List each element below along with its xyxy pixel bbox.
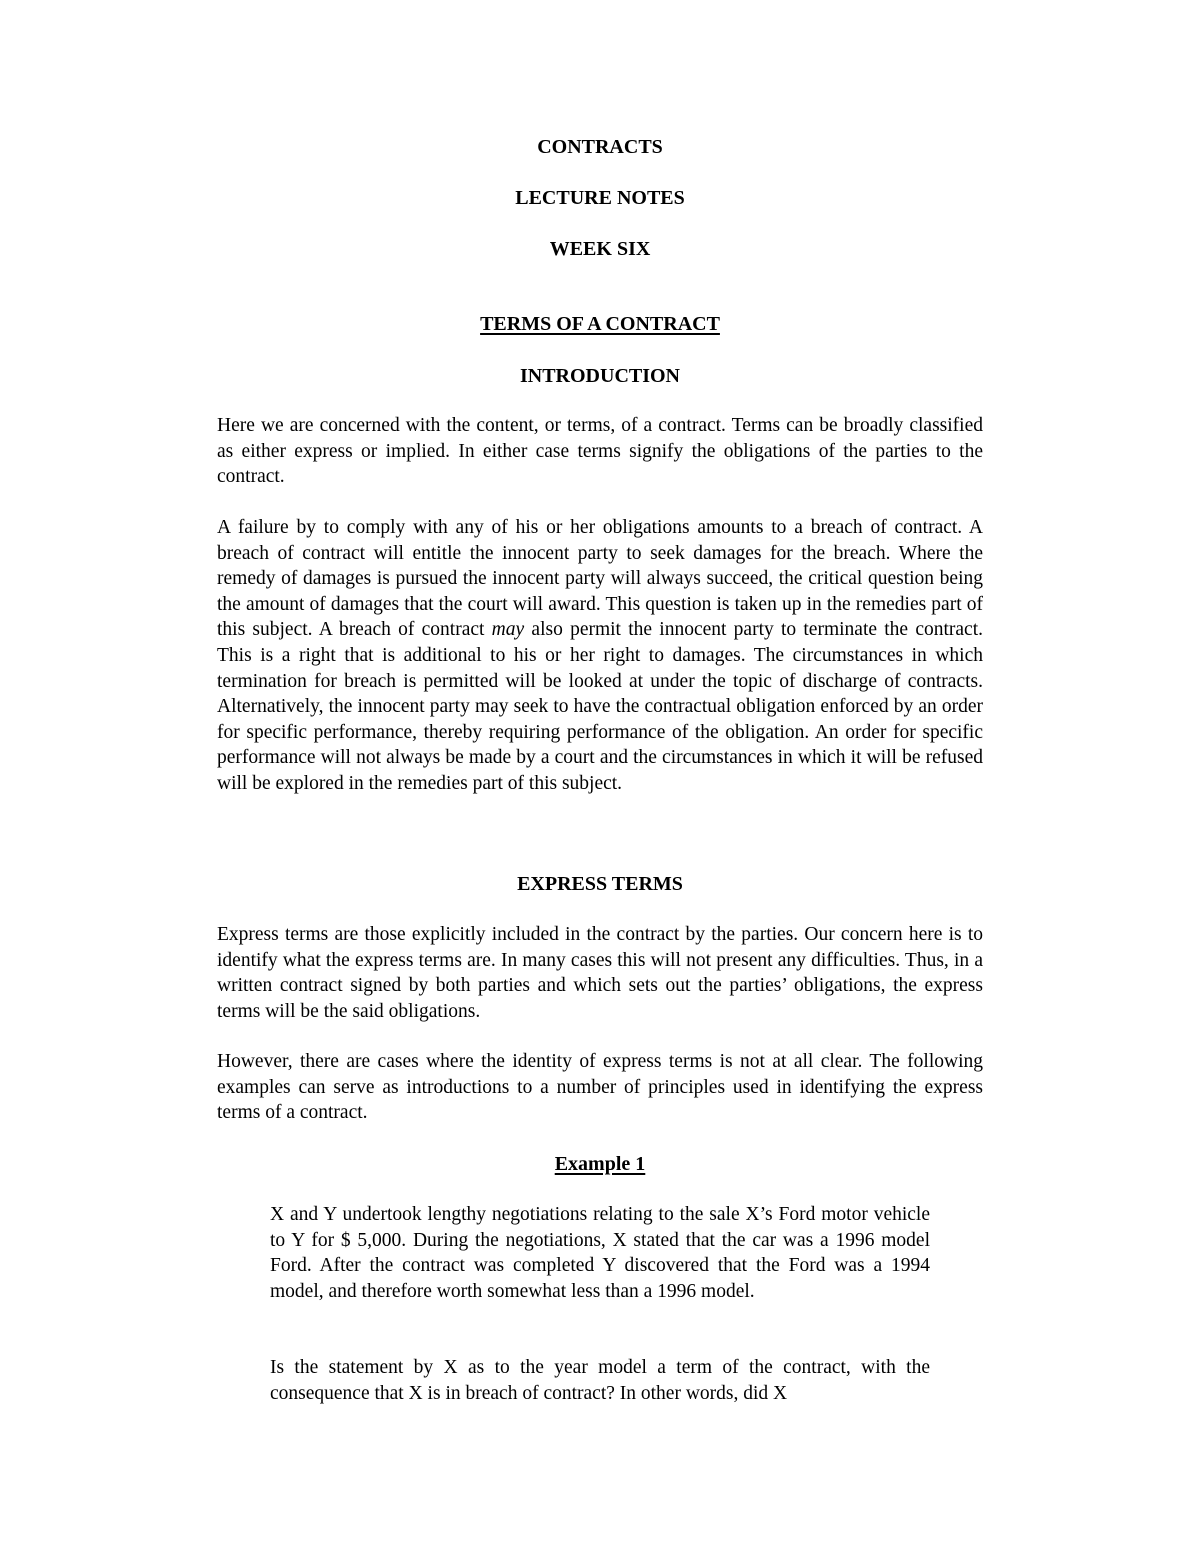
document-title: CONTRACTS xyxy=(537,136,663,158)
example-paragraph-2: Is the statement by X as to the year model a term of the contract, with the consequence that X is in breach of contract? In other words, did X xyxy=(270,1357,930,1404)
example-heading-text: Example 1 xyxy=(554,1153,646,1175)
example-heading xyxy=(0,1152,1200,1176)
section-title-text: TERMS OF A CONTRACT xyxy=(480,313,720,335)
section-title xyxy=(0,312,1200,336)
week-heading: WEEK SIX xyxy=(549,238,651,260)
express-terms-heading: EXPRESS TERMS xyxy=(517,873,683,895)
express-terms-paragraph-2: However, there are cases where the identity of express terms is not at all clear. The following examples can serve as introductions to a number of principles used in identifying the express terms of a contract. xyxy=(217,1051,983,1124)
example-paragraph-1: X and Y undertook lengthy negotiations relating to the sale X’s Ford motor vehicle to Y for $ 5,000. During the negotiations, X stated that the car was a 1996 model Ford. After the contract was completed Y discovered that the Ford was a 1994 model, and therefore worth somewhat less than a 1996 model. xyxy=(270,1204,930,1302)
introduction-paragraph-2-part-a: A failure by to comply with any of his or her obligations amounts to a breach of contract. A breach of contract will entitle the innocent party to seek damages for the breach. Where the remedy of damages is pursued the innocent party will always succeed, the critical question being the amount of damages that the court will award. This question is taken up in the remedies part of this subject. A breach of contract xyxy=(217,517,983,641)
introduction-paragraph-2 xyxy=(217,515,983,797)
express-terms-paragraph-1: Express terms are those explicitly included in the contract by the parties. Our concern here is to identify what the express terms are. In many cases this will not present any difficulties. Thus, in a written contract signed by both parties and which sets out the parties’ obligations, the express terms will be the said obligations. xyxy=(217,924,983,1022)
introduction-paragraph-2-part-b: also permit the innocent party to terminate the contract. This is a right that is additional to his or her right to damages. The circumstances in which termination for breach is permitted will be looked at under the topic of discharge of contracts. Alternatively, the innocent party may seek to have the contractual obligation enforced by an order for specific performance, thereby requiring performance of the obligation. An order for specific performance will not always be made by a court and the circumstances in which it will be refused will be explored in the remedies part of this subject. xyxy=(217,619,983,794)
introduction-paragraph-1: Here we are concerned with the content, or terms, of a contract. Terms can be broadly classified as either express or implied. In either case terms signify the obligations of the parties to the contract. xyxy=(217,415,983,488)
introduction-heading: INTRODUCTION xyxy=(519,365,681,387)
document-subtitle: LECTURE NOTES xyxy=(515,187,685,209)
introduction-paragraph-2-emphasis: may xyxy=(491,619,525,641)
